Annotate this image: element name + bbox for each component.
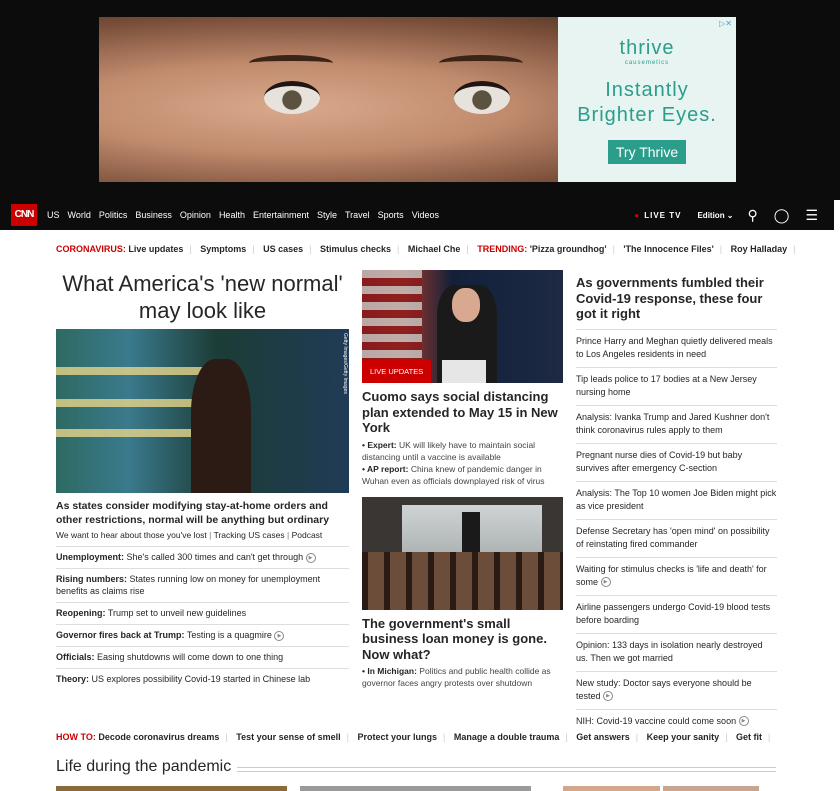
item-text: Tip leads police to 17 bodies at a New Jersey nursing home — [576, 373, 757, 397]
separator: | — [768, 732, 771, 742]
lead-column — [56, 270, 349, 690]
right-list — [576, 329, 777, 734]
list-item[interactable] — [576, 443, 777, 481]
nav-link-travel[interactable]: Travel — [345, 210, 370, 220]
adchoices-icon[interactable]: ▷✕ — [719, 19, 732, 28]
lead-desc-podcast[interactable]: Podcast — [291, 530, 323, 540]
trending-live-updates[interactable]: Live updates — [128, 244, 184, 254]
section-image[interactable] — [563, 786, 660, 791]
live-dot-icon: ● — [634, 210, 641, 220]
trending-label: TRENDING: — [477, 244, 528, 254]
item-text: NIH: Covid-19 vaccine could come soon — [576, 715, 737, 726]
image-face — [452, 288, 480, 322]
item-text: States running low on money for unemployment benefits as claims rise — [56, 574, 321, 596]
list-item[interactable] — [56, 546, 349, 568]
cuomo-bullets — [362, 439, 563, 487]
separator: | — [209, 530, 212, 540]
trending-us-cases[interactable]: US cases — [263, 244, 304, 254]
howto-smell[interactable]: Test your sense of smell — [236, 732, 341, 742]
lead-desc-tracking[interactable]: Tracking US cases — [213, 530, 285, 540]
separator: | — [309, 244, 312, 254]
howto-bar — [56, 732, 816, 742]
section-image[interactable] — [56, 786, 287, 791]
bullet-item[interactable] — [362, 463, 563, 487]
list-item[interactable] — [56, 624, 349, 646]
separator: | — [725, 732, 728, 742]
search-icon[interactable]: ⚲ — [747, 206, 758, 223]
ad-headline — [558, 78, 736, 128]
ad-image-brow — [439, 55, 523, 71]
lead-description — [56, 530, 349, 540]
cnn-logo[interactable]: CNN — [11, 204, 37, 226]
item-label: Officials: — [56, 652, 95, 662]
list-item[interactable] — [576, 595, 777, 633]
list-item[interactable] — [576, 481, 777, 519]
ad-cta-button[interactable]: Try Thrive — [608, 140, 686, 164]
nav-link-sports[interactable]: Sports — [377, 210, 404, 220]
nav-link-business[interactable]: Business — [135, 210, 172, 220]
separator: | — [565, 732, 568, 742]
bullet-text: UK will likely have to maintain social distancing until a vaccine is available — [362, 439, 536, 462]
separator: | — [252, 244, 255, 254]
item-text: Analysis: The Top 10 women Joe Biden might pick as vice president — [576, 487, 777, 511]
ad-image-eye — [454, 81, 510, 114]
separator: | — [397, 244, 400, 254]
item-text: Airline passengers undergo Covid-19 blood tests before boarding — [576, 601, 771, 625]
item-text: Waiting for stimulus checks is 'life and death' for some — [576, 563, 767, 587]
list-item[interactable] — [576, 557, 777, 595]
item-text: Prince Harry and Meghan quietly delivered meals to Los Angeles residents in need — [576, 335, 773, 359]
ad-banner-area — [0, 0, 840, 200]
howto-fit[interactable]: Get fit — [736, 732, 763, 742]
video-play-icon: ▶ — [306, 553, 316, 563]
list-item[interactable] — [576, 709, 777, 734]
howto-lungs[interactable]: Protect your lungs — [357, 732, 438, 742]
trending-bar — [56, 244, 816, 254]
section-image[interactable] — [300, 786, 531, 791]
lead-list — [56, 546, 349, 690]
cuomo-image[interactable] — [362, 270, 563, 383]
nav-link-opinion[interactable]: Opinion — [179, 210, 211, 220]
item-text: Analysis: Ivanka Trump and Jared Kushner don't think coronavirus rules apply to them — [576, 411, 770, 435]
edition-dropdown[interactable]: Edition ⌄ — [697, 210, 734, 220]
item-text: Easing shutdowns will come down to one thing — [97, 652, 284, 662]
video-play-icon: ▶ — [739, 716, 749, 726]
live-updates-badge: LIVE UPDATES — [362, 360, 431, 383]
lead-subheadline[interactable]: As states consider modifying stay-at-home orders and other restrictions, normal will be anything but ordinary — [56, 500, 330, 526]
separator: | — [189, 244, 192, 254]
section-title: Life during the pandemic — [56, 758, 237, 776]
video-play-icon: ▶ — [601, 577, 611, 587]
menu-icon[interactable]: ☰ — [805, 206, 818, 223]
item-text: Testing is a quagmire — [186, 630, 272, 640]
bullet-item[interactable] — [362, 665, 563, 689]
separator: | — [225, 732, 228, 742]
list-item[interactable] — [56, 668, 349, 690]
separator: | — [719, 244, 723, 254]
list-item[interactable] — [576, 519, 777, 557]
middle-column — [362, 270, 563, 689]
coronavirus-label: CORONAVIRUS: — [56, 244, 126, 254]
image-chairs — [362, 552, 563, 610]
right-column — [576, 270, 777, 734]
item-label: Unemployment: — [56, 552, 125, 562]
loan-bullets — [362, 665, 563, 689]
separator: | — [286, 530, 290, 540]
bullet-item[interactable] — [362, 439, 563, 463]
item-text: Trump set to unveil new guidelines — [107, 608, 247, 618]
section-divider — [236, 767, 776, 772]
item-label: Reopening: — [56, 608, 106, 618]
nav-link-style[interactable]: Style — [316, 210, 337, 220]
bullet-label: • Expert: — [362, 439, 397, 450]
howto-answers[interactable]: Get answers — [576, 732, 630, 742]
section-header — [56, 758, 776, 778]
lead-desc-link[interactable]: We want to hear about those you've lost — [56, 530, 207, 540]
list-item[interactable] — [56, 646, 349, 668]
nav-link-videos[interactable]: Videos — [411, 210, 440, 220]
video-play-icon: ▶ — [603, 691, 613, 701]
trending-symptoms[interactable]: Symptoms — [200, 244, 247, 254]
list-item[interactable] — [576, 329, 777, 367]
separator: | — [635, 732, 639, 742]
separator: | — [466, 244, 469, 254]
item-text: New study: Doctor says everyone should be tested — [576, 677, 752, 701]
item-text: She's called 300 times and can't get through — [126, 552, 304, 562]
separator: | — [612, 244, 615, 254]
ad-headline-line2: Brighter Eyes. — [577, 104, 717, 126]
howto-sanity[interactable]: Keep your sanity — [646, 732, 720, 742]
trending-michael-che[interactable]: Michael Che — [407, 244, 461, 254]
nav-right — [634, 200, 834, 230]
top-nav — [0, 200, 834, 230]
separator: | — [346, 732, 349, 742]
item-label: Governor fires back at Trump: — [56, 630, 185, 640]
bullet-label: • AP report: — [362, 463, 409, 474]
nav-link-entertainment[interactable]: Entertainment — [252, 210, 309, 220]
howto-dreams[interactable]: Decode coronavirus dreams — [98, 732, 220, 742]
loan-headline[interactable]: The government's small business loan money is gone. Now what? — [362, 615, 547, 662]
separator: | — [793, 244, 796, 254]
image-lectern — [442, 360, 486, 383]
trending-halladay[interactable]: Roy Halladay — [730, 244, 788, 254]
image-person — [191, 359, 251, 493]
bullet-text: China knew of pandemic danger in Wuhan even as officials downplayed risk of virus — [362, 463, 545, 486]
cuomo-headline[interactable]: Cuomo says social distancing plan extended to May 15 in New York — [362, 389, 558, 435]
list-item[interactable] — [576, 671, 777, 709]
trending-stimulus[interactable]: Stimulus checks — [320, 244, 392, 254]
section-image[interactable] — [663, 786, 759, 791]
item-label: Theory: — [56, 674, 90, 684]
separator: | — [443, 732, 446, 742]
item-label: Rising numbers: — [56, 574, 128, 584]
ad-image-brow — [249, 55, 333, 71]
live-tv-link[interactable] — [634, 211, 681, 220]
howto-trauma[interactable]: Manage a double trauma — [453, 732, 560, 742]
nav-link-world[interactable]: World — [67, 210, 91, 220]
account-icon[interactable]: ◯ — [773, 206, 790, 223]
ad-text-panel — [558, 17, 736, 182]
item-text: Pregnant nurse dies of Covid-19 but baby survives after emergency C-section — [576, 449, 743, 473]
trending-innocence[interactable]: 'The Innocence Files' — [623, 244, 714, 254]
video-play-icon: ▶ — [274, 631, 284, 641]
lead-image[interactable] — [56, 329, 349, 493]
nav-link-politics[interactable]: Politics — [98, 210, 128, 220]
trending-pizza[interactable]: 'Pizza groundhog' — [529, 244, 607, 254]
list-item[interactable] — [56, 568, 349, 602]
ad-image-eye — [264, 81, 320, 114]
ad-brand-sub: causemetics — [624, 60, 670, 66]
nav-links — [47, 200, 447, 230]
restaurant-image[interactable] — [362, 497, 563, 610]
item-text: US explores possibility Covid-19 started in Chinese lab — [91, 674, 311, 684]
live-tv-label: LIVE TV — [644, 210, 682, 220]
howto-label: HOW TO: — [56, 732, 96, 742]
list-item[interactable] — [576, 367, 777, 405]
nav-link-health[interactable]: Health — [218, 210, 245, 220]
ad-brand: thrive — [619, 37, 675, 59]
list-item[interactable] — [576, 405, 777, 443]
advertisement[interactable] — [99, 17, 736, 182]
item-text: Defense Secretary has 'open mind' on possibility of reinstating fired commander — [576, 525, 770, 549]
nav-link-us[interactable]: US — [47, 210, 60, 220]
list-item[interactable] — [56, 602, 349, 624]
bullet-text: Politics and public health collide as governor faces angry protests over shutdown — [362, 666, 551, 688]
right-headline[interactable]: As governments fumbled their Covid-19 response, these four got it right — [576, 275, 764, 321]
photo-credit: Getty Images/Getty Images — [342, 333, 348, 394]
list-item[interactable] — [576, 633, 777, 671]
lead-headline[interactable]: What America's 'new normal' may look like — [62, 271, 343, 323]
item-text: Opinion: 133 days in isolation nearly destroyed us. Then we got married — [576, 639, 763, 663]
bullet-label: • In Michigan: — [362, 666, 417, 676]
ad-headline-line1: Instantly — [605, 79, 689, 101]
